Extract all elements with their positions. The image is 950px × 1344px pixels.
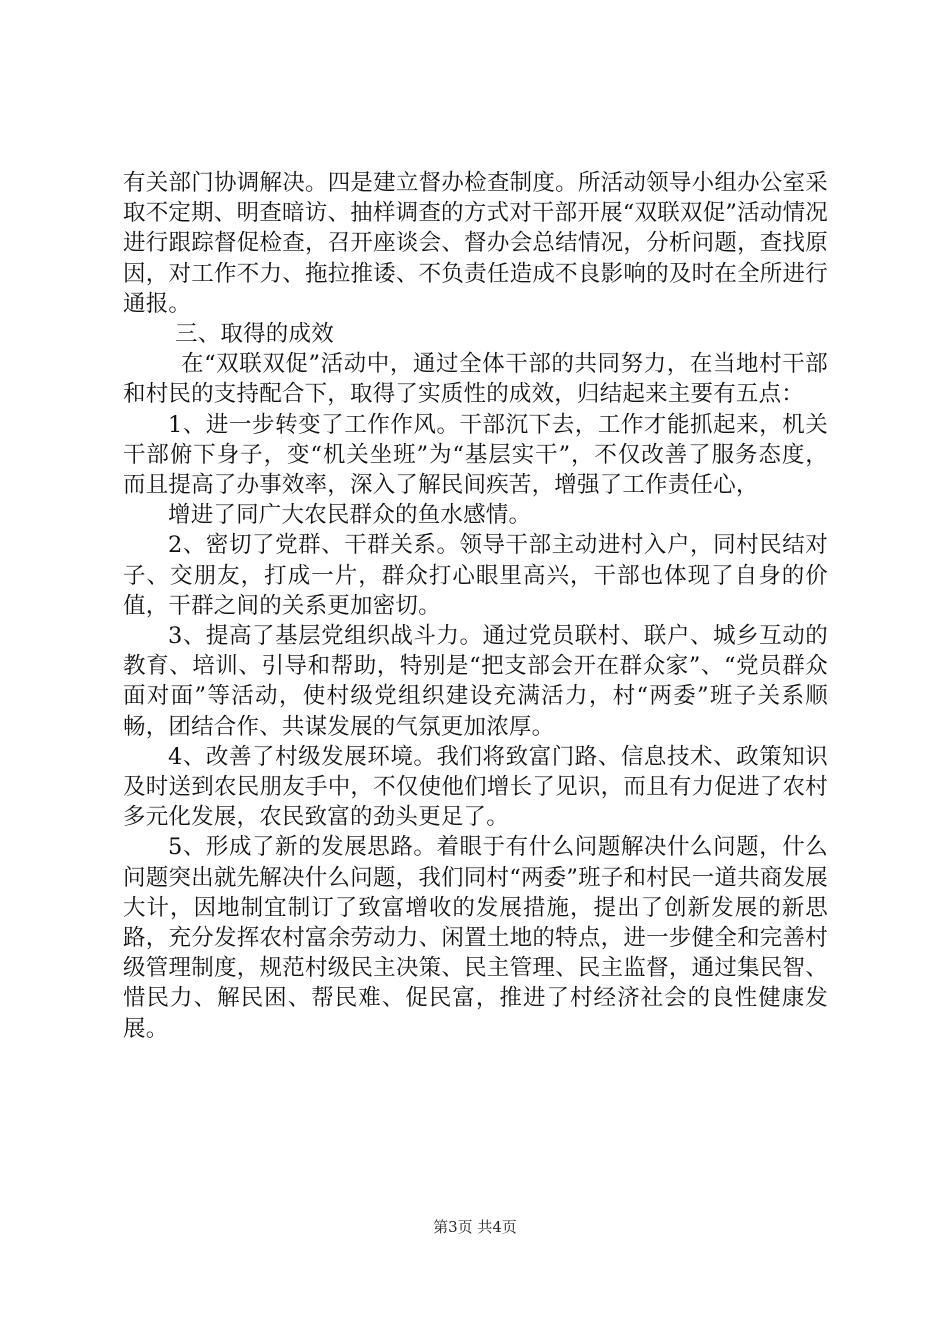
paragraph-point-1: 1、进一步转变了工作作风。干部沉下去，工作才能抓起来，机关干部俯下身子，变“机关坐班”为“基层实干”，不仅改善了服务态度，而且提高了办事效率，深入了解民间疾苦，增强了工作责任心， [123,411,828,499]
page-footer [0,1216,950,1237]
paragraph-results-intro: 在“双联双促”活动中，通过全体干部的共同努力，在当地村干部和村民的支持配合下，取得了实质性的成效，归结起来主要有五点： [123,351,828,408]
paragraph-point-1-continued: 增进了同广大农民群众的鱼水感情。 [168,502,532,529]
page-total: 共4页 [477,1218,517,1236]
document-body [123,168,828,1044]
paragraph-point-3: 3、提高了基层党组织战斗力。通过党员联村、联户、城乡互动的教育、培训、引导和帮助，特别是“把支部会开在群众家”、“党员群众面对面”等活动，使村级党组织建设充满活力，村“两委”班子关系顺畅，团结合作、共谋发展的气氛更加浓厚。 [123,623,828,740]
page-number: 第3页 [433,1218,473,1236]
paragraph-point-2: 2、密切了党群、干群关系。领导干部主动进村入户，同村民结对子、交朋友，打成一片，群众打心眼里高兴，干部也体现了自身的价值，干群之间的关系更加密切。 [123,532,828,619]
paragraph-point-4: 4、改善了村级发展环境。我们将致富门路、信息技术、政策知识及时送到农民朋友手中，不仅使他们增长了见识，而且有力促进了农村多元化发展，农民致富的劲头更足了。 [123,743,828,831]
paragraph-supervision: 有关部门协调解决。四是建立督办检查制度。所活动领导小组办公室采取不定期、明查暗访、抽样调查的方式对干部开展“双联双促”活动情况进行跟踪督促检查，召开座谈会、督办会总结情况，分析问题，查找原因，对工作不力、拖拉推诿、不负责任造成不良影响的及时在全所进行通报。 [123,170,828,317]
section-heading-results: 三、取得的成效 [175,321,334,348]
paragraph-point-5: 5、形成了新的发展思路。着眼于有什么问题解决什么问题，什么问题突出就先解决什么问题，我们同村“两委”班子和村民一道共商发展大计，因地制宜制订了致富增收的发展措施，提出了创新发展的新思路，充分发挥农村富余劳动力、闲置土地的特点，进一步健全和完善村级管理制度，规范村级民主决策、民主管理、民主监督，通过集民智、惜民力、解民困、帮民难、促民富，推进了村经济社会的良性健康发展。 [123,834,828,1042]
